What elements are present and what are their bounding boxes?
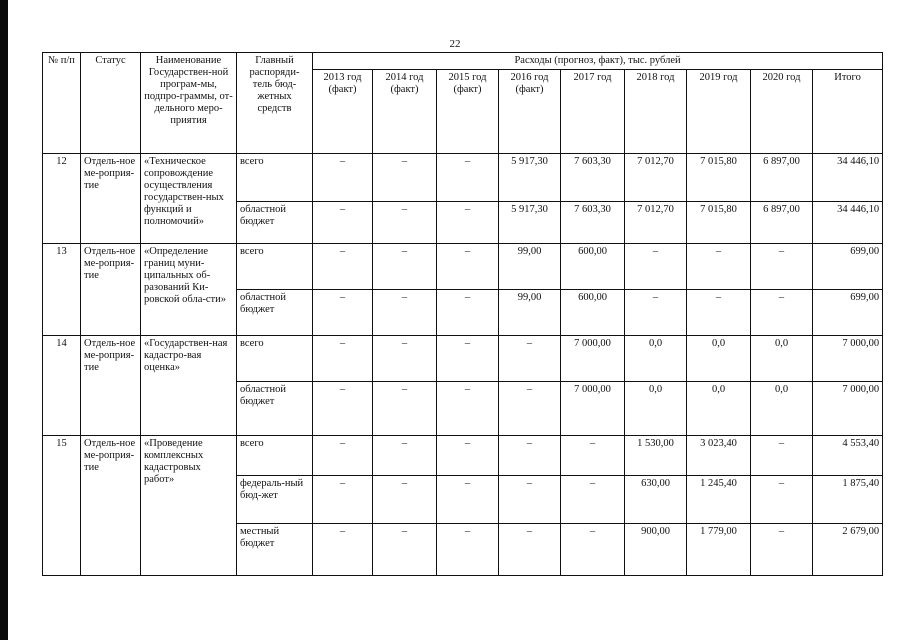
year-value: – (499, 382, 561, 436)
year-value: 5 917,30 (499, 202, 561, 244)
header-year: 2017 год (561, 70, 625, 154)
scan-edge-bar (0, 0, 8, 640)
row-name: «Определение границ муни-ципальных об-разований Ки-ровской обла-сти» (141, 244, 237, 336)
year-value: 99,00 (499, 244, 561, 290)
year-value: 7 015,80 (687, 202, 751, 244)
year-value: – (313, 290, 373, 336)
year-value: – (751, 290, 813, 336)
year-value: – (437, 290, 499, 336)
page-number: 22 (449, 38, 461, 50)
year-value: – (313, 382, 373, 436)
row-status: Отдель-ное ме-роприя-тие (81, 336, 141, 436)
row-name: «Государствен-ная кадастро-вая оценка» (141, 336, 237, 436)
table-row (43, 436, 883, 476)
table-row (43, 154, 883, 202)
total-value: 34 446,10 (813, 202, 883, 244)
year-value: – (313, 524, 373, 576)
year-value: – (313, 436, 373, 476)
row-number: 12 (43, 154, 81, 244)
header-expenses: Расходы (прогноз, факт), тыс. рублей (313, 53, 883, 70)
funding-source: федераль-ный бюд-жет (237, 476, 313, 524)
year-value: – (561, 524, 625, 576)
row-name: «Проведение комплексных кадастровых работ» (141, 436, 237, 576)
year-value: – (373, 290, 437, 336)
year-value: – (751, 436, 813, 476)
year-value: 7 000,00 (561, 382, 625, 436)
year-value: – (437, 336, 499, 382)
year-value: – (373, 154, 437, 202)
row-number: 15 (43, 436, 81, 576)
year-value: – (373, 244, 437, 290)
year-value: – (437, 202, 499, 244)
table-row (43, 336, 883, 382)
table-row (43, 244, 883, 290)
year-value: 0,0 (751, 382, 813, 436)
row-status: Отдель-ное ме-роприя-тие (81, 244, 141, 336)
header-year: 2018 год (625, 70, 687, 154)
year-value: – (313, 476, 373, 524)
funding-source: всего (237, 154, 313, 202)
year-value: 7 012,70 (625, 202, 687, 244)
year-value: 0,0 (687, 336, 751, 382)
year-value: 0,0 (687, 382, 751, 436)
year-value: – (437, 154, 499, 202)
header-status: Статус (81, 53, 141, 154)
year-value: – (373, 382, 437, 436)
header-year: 2019 год (687, 70, 751, 154)
year-value: – (313, 154, 373, 202)
funding-source: областной бюджет (237, 290, 313, 336)
year-value: – (437, 382, 499, 436)
year-value: 6 897,00 (751, 154, 813, 202)
header-manager: Главный распоряди-тель бюд-жетных средств (237, 53, 313, 154)
header-year: 2014 год (факт) (373, 70, 437, 154)
year-value: – (751, 524, 813, 576)
year-value: – (499, 336, 561, 382)
year-value: – (373, 476, 437, 524)
year-value: 1 779,00 (687, 524, 751, 576)
total-value: 34 446,10 (813, 154, 883, 202)
year-value: – (687, 244, 751, 290)
year-value: 0,0 (625, 382, 687, 436)
year-value: 3 023,40 (687, 436, 751, 476)
funding-source: местный бюджет (237, 524, 313, 576)
year-value: 630,00 (625, 476, 687, 524)
header-year: 2013 год (факт) (313, 70, 373, 154)
year-value: – (751, 244, 813, 290)
total-value: 1 875,40 (813, 476, 883, 524)
year-value: 600,00 (561, 244, 625, 290)
year-value: 99,00 (499, 290, 561, 336)
year-value: – (373, 524, 437, 576)
row-name: «Техническое сопровождение осуществления государствен-ных функций и полномочий» (141, 154, 237, 244)
year-value: – (313, 202, 373, 244)
year-value: 7 012,70 (625, 154, 687, 202)
row-number: 13 (43, 244, 81, 336)
year-value: – (437, 436, 499, 476)
year-value: 7 603,30 (561, 202, 625, 244)
row-number: 14 (43, 336, 81, 436)
year-value: 6 897,00 (751, 202, 813, 244)
year-value: – (437, 244, 499, 290)
year-value: – (313, 336, 373, 382)
year-value: – (313, 244, 373, 290)
funding-source: всего (237, 244, 313, 290)
year-value: – (561, 476, 625, 524)
header-no: № п/п (43, 53, 81, 154)
funding-source: всего (237, 436, 313, 476)
year-value: 600,00 (561, 290, 625, 336)
year-value: 7 000,00 (561, 336, 625, 382)
total-value: 2 679,00 (813, 524, 883, 576)
total-value: 699,00 (813, 244, 883, 290)
year-value: – (373, 202, 437, 244)
year-value: 7 603,30 (561, 154, 625, 202)
row-status: Отдель-ное ме-роприя-тие (81, 436, 141, 576)
funding-source: областной бюджет (237, 382, 313, 436)
total-value: 7 000,00 (813, 382, 883, 436)
year-value: – (751, 476, 813, 524)
year-value: – (687, 290, 751, 336)
header-total: Итого (813, 70, 883, 154)
year-value: 5 917,30 (499, 154, 561, 202)
header-year: 2015 год (факт) (437, 70, 499, 154)
year-value: – (561, 436, 625, 476)
year-value: – (373, 336, 437, 382)
year-value: – (625, 290, 687, 336)
year-value: – (437, 524, 499, 576)
year-value: 900,00 (625, 524, 687, 576)
year-value: 0,0 (751, 336, 813, 382)
header-year: 2016 год (факт) (499, 70, 561, 154)
year-value: – (499, 436, 561, 476)
total-value: 699,00 (813, 290, 883, 336)
year-value: 1 530,00 (625, 436, 687, 476)
header-name: Наименование Государствен-ной програм-мы, подпро-граммы, от-дельного меро-приятия (141, 53, 237, 154)
total-value: 4 553,40 (813, 436, 883, 476)
funding-source: областной бюджет (237, 202, 313, 244)
budget-table (42, 52, 883, 576)
year-value: – (499, 476, 561, 524)
year-value: 1 245,40 (687, 476, 751, 524)
total-value: 7 000,00 (813, 336, 883, 382)
header-year: 2020 год (751, 70, 813, 154)
year-value: – (499, 524, 561, 576)
year-value: – (437, 476, 499, 524)
funding-source: всего (237, 336, 313, 382)
year-value: 7 015,80 (687, 154, 751, 202)
year-value: 0,0 (625, 336, 687, 382)
row-status: Отдель-ное ме-роприя-тие (81, 154, 141, 244)
year-value: – (625, 244, 687, 290)
year-value: – (373, 436, 437, 476)
